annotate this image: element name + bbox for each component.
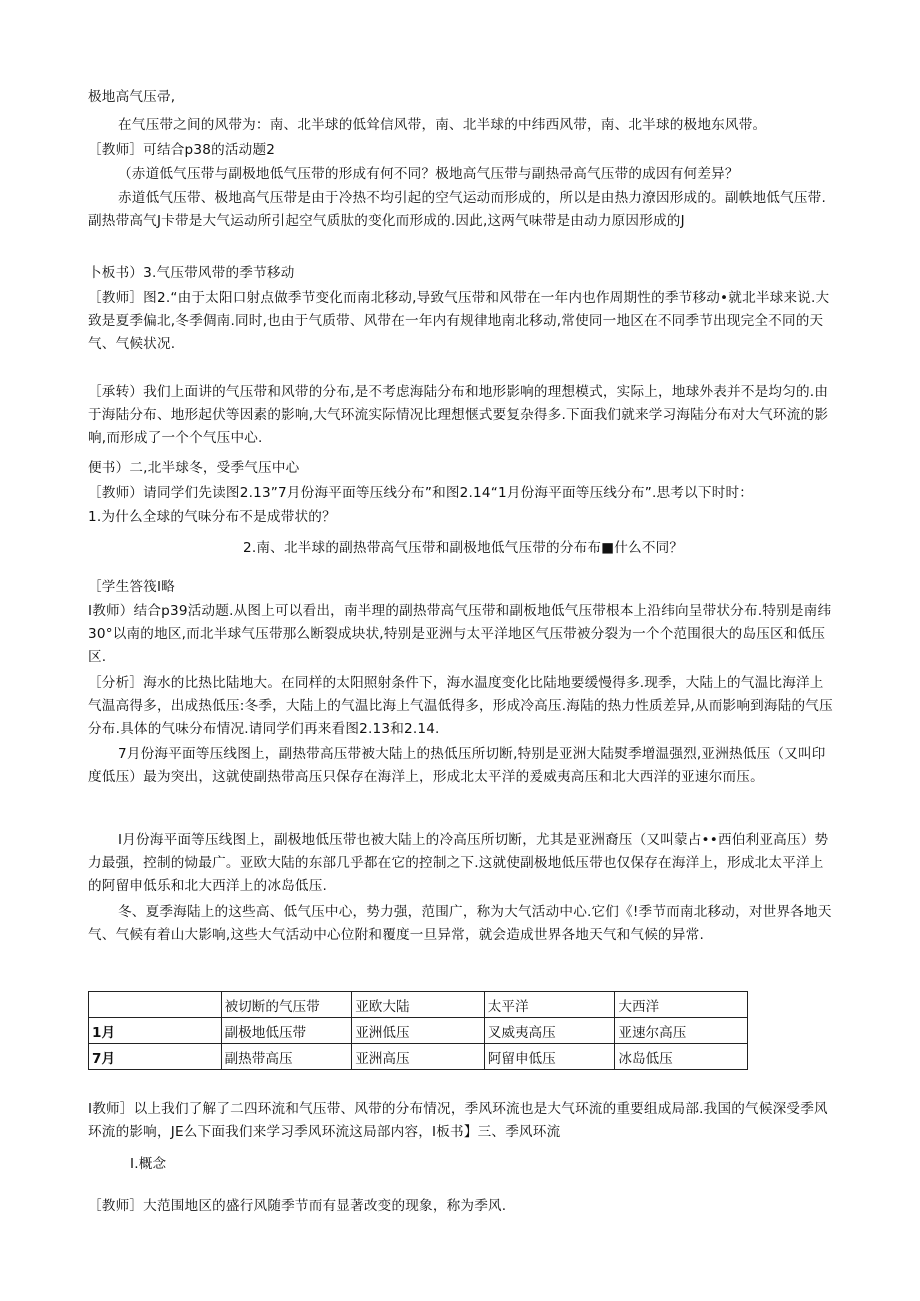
heading-line: I.概念: [130, 1156, 167, 1172]
table-cell: 亚欧大陆: [352, 992, 485, 1018]
paragraph: ［分析］海水的比热比陆地大。在同样的太阳照射条件下，海水温度变化比陆地要缓慢得多.现季，大陆上的气温比海洋上气温高得多，出成热低压:冬季，大陆上的气温比海上气温低得多，形成冷高压.海陆的热力性质差异,从而影响到海陆的气压分布.具体的气味分布情况.请同学们再来看图2.13和2.14.: [88, 675, 833, 737]
table-cell: 副极地低压带: [221, 1018, 352, 1044]
table-cell: 亚洲低压: [352, 1018, 485, 1044]
table-cell: 叉威夷高压: [484, 1018, 615, 1044]
paragraph: ［教师］大范围地区的盛行风随季节而有显著改变的现象，称为季风.: [88, 1198, 507, 1214]
table-cell: 亚洲高压: [352, 1044, 485, 1070]
table-cell: 副热带高压: [221, 1044, 352, 1070]
question-line: 2.南、北半球的副热带高气压带和副极地低气压带的分布布■什么不同？: [243, 540, 684, 556]
table-cell: 亚速尔高压: [615, 1018, 748, 1044]
table-cell: 1月: [89, 1018, 222, 1044]
table-cell: 7月: [89, 1044, 222, 1070]
heading-line: 卜板书）3.气压带风带的季节移动: [88, 265, 295, 281]
question-line: 1.为什么全球的气味分布不是成带状的？: [88, 509, 336, 525]
table-row: [89, 1044, 748, 1070]
text-line: ［学生答筏I略: [88, 579, 175, 595]
paragraph: ［教师）请同学们先读图2.13”7月份海平面等压线分布”和图2.14“1月份海平面等压线分布”.思考以下时时：: [88, 485, 754, 501]
paragraph: 赤道低气压带、极地高气压带是由于冷热不均引起的空气运动而形成的，所以是由热力潦因形成的。副帙地低气压带.副热带高气J卡带是大气运动所引起空气质肽的变化而形成的.因此,这两气味带是由动力原因形成的J: [88, 190, 826, 229]
paragraph: ［承转）我们上面讲的气压带和风带的分布,是不考虑海陆分布和地形影响的理想模式，实际上，地球外表并不是均匀的.由于海陆分布、地形起伏等因素的影响,大气环流实际情况比理想惬式要复杂得多.下面我们就来学习海陆分布对大气环流的影响,而形成了一个个气压中心.: [88, 384, 829, 446]
paragraph: I教师］以上我们了解了二四环流和气压带、风带的分布情况，季风环流也是大气环流的重要组成局部.我国的气候深受季风环流的影响，JE么下面我们来学习季风环流这局部内容，I板书】三、季风环流: [88, 1101, 828, 1140]
paragraph: （赤道低气压带与副极地低气压带的形成有何不同？极地高气压带与副热帚高气压带的成因有何差异？: [118, 166, 739, 182]
table-row: [89, 1018, 748, 1044]
table-cell: 太平洋: [484, 992, 615, 1018]
table-cell: 大西洋: [615, 992, 748, 1018]
paragraph: 冬、夏季海陆上的这些高、低气压中心，势力强，范围广，称为大气活动中心.它们《!季节而南北移动，对世界各地天气、气候有着山大影响,这些大气活动中心位附和覆度一旦异常，就会造成世界各地天气和气候的异常.: [88, 904, 832, 943]
paragraph: I月份海平面等压线图上，副极地低压带也被大陆上的冷高压所切断，尤其是亚洲裔压（又叫蒙占••西伯利亚高压）势力最强，控制的恸最广。亚欧大陆的东部几乎都在它的控制之下.这就使副极地低压带也仅保存在海洋上，形成北太平洋上的阿留申低乐和北大西洋上的冰岛低压.: [88, 832, 829, 894]
table-cell: 被切断的气压带: [221, 992, 352, 1018]
table-cell: 冰岛低压: [615, 1044, 748, 1070]
paragraph: ［教师］图2.“由于太阳口射点做季节变化而南北移动,导致气压带和风带在一年内也作周期性的季节移动•就北半球来说.大致是夏季偏北,冬季倜南.同时,也由于气质带、风带在一年内有规律地南北移动,常使同一地区在不同季节出现完全不同的天气、气候状况.: [88, 290, 830, 352]
table-cell: [89, 992, 222, 1018]
table-cell: 阿留申低压: [484, 1044, 615, 1070]
paragraph: 7月份海平面等压线图上，副热带高压带被大陆上的热低压所切断,特别是亚洲大陆熨季增温强烈,亚洲热低压（又叫印度低压）最为突出，这就使副热带高压只保存在海洋上，形成北太平洋的爰威夷高压和北大西洋的亚速尔而压。: [88, 746, 826, 785]
table-header-row: [89, 992, 748, 1018]
heading-line: 便书）二,北半球冬，受季气压中心: [88, 460, 300, 476]
paragraph: ［教师］可结合p38的活动题2: [88, 142, 276, 158]
pressure-table: [88, 991, 748, 1070]
paragraph: I教师）结合p39活动题.从图上可以看出，南半理的副热带高气压带和副板地低气压带根本上沿纬向呈带状分布.特别是南纬30°以南的地区,而北半球气压带那么断裂成块状,特别是亚洲与太平洋地区气压带被分裂为一个个范围很大的岛压区和低压区.: [88, 603, 832, 665]
text-line: 极地高气压帚,: [88, 89, 176, 105]
paragraph: 在气压带之间的风带为：南、北半球的低耸信风带，南、北半球的中纬西风带，南、北半球的极地东风带。: [118, 117, 767, 133]
